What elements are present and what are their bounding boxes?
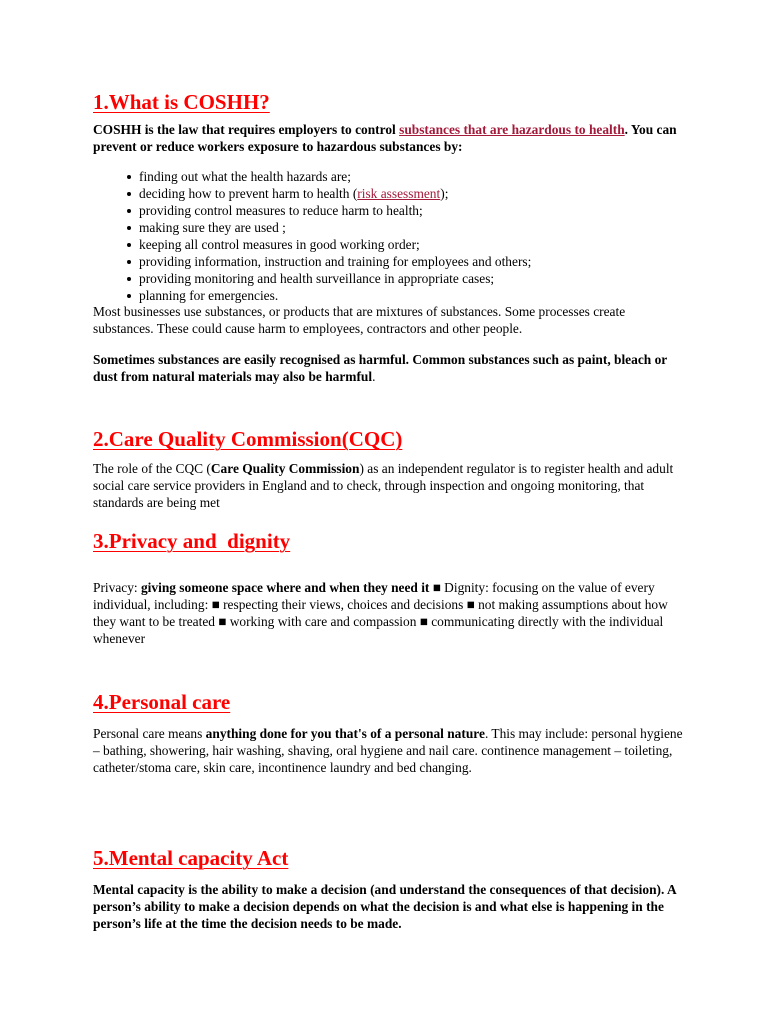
list-item <box>139 185 739 202</box>
privacy-text-b: ■ Dignity: focusing on the value of every individual, including: ■ respecting their views, choices and decisions ■ not making assumptions about how they want to be treated ■ working with care and compassion ■ communicating directly with the individual whenever <box>93 580 668 646</box>
hazardous-substances-link[interactable]: substances that are hazardous to health <box>399 122 625 137</box>
coshh-warning-end: . <box>372 369 376 384</box>
personal-care-text-b: . This may include: personal hygiene – bathing, showering, hair washing, shaving, oral hygiene and nail care. continence management – toileting, catheter/stoma care, skin care, incontinence laundry and bed changing. <box>93 726 683 775</box>
privacy-paragraph <box>93 579 683 647</box>
coshh-warning-bold: Sometimes substances are easily recognised as harmful. Common substances such as paint, bleach or dust from natural materials may also be harmful <box>93 352 667 384</box>
coshh-intro <box>93 121 683 155</box>
risk-assessment-link[interactable]: risk assessment <box>357 186 441 201</box>
coshh-paragraph: Most businesses use substances, or products that are mixtures of substances. Some processes create substances. These could cause harm to employees, contractors and other people. <box>93 304 626 336</box>
cqc-text-b: ) as an independent regulator is to register health and adult social care service providers in England and to check, through inspection and ongoing monitoring, that standards are being met <box>93 461 674 510</box>
coshh-intro-a: COSHH is the law that requires employers to control <box>93 122 400 137</box>
coshh-bullet-list <box>93 168 739 304</box>
privacy-text-bold: giving someone space where and when they need it <box>140 580 430 595</box>
list-item: making sure they are used ; <box>139 219 739 236</box>
list-item-text: deciding how to prevent harm to health ( <box>139 186 358 201</box>
list-item-text: ); <box>440 186 449 201</box>
personal-care-text-bold: anything done for you that's of a personal nature <box>205 726 485 741</box>
list-item: providing monitoring and health surveillance in appropriate cases; <box>139 270 739 287</box>
privacy-text-a: Privacy: <box>93 580 141 595</box>
list-item: finding out what the health hazards are; <box>139 168 739 185</box>
list-item: keeping all control measures in good working order; <box>139 236 739 253</box>
list-item: planning for emergencies. <box>139 287 739 304</box>
mental-capacity-paragraph: Mental capacity is the ability to make a decision (and understand the consequences of that decision). A person’s ability to make a decision depends on what the decision is and what else is happening in the person’s life at the time the decision needs to be made. <box>93 882 676 931</box>
personal-care-paragraph <box>93 725 683 776</box>
list-item: providing information, instruction and training for employees and others; <box>139 253 739 270</box>
list-item: providing control measures to reduce harm to health; <box>139 202 739 219</box>
cqc-text-bold: Care Quality Commission <box>210 461 360 476</box>
heading-cqc: 2.Care Quality Commission(CQC) <box>93 427 403 451</box>
heading-personal-care: 4.Personal care <box>93 690 231 714</box>
heading-mental-capacity: 5.Mental capacity Act <box>93 846 289 870</box>
coshh-intro-b: . You can prevent or reduce workers exposure to hazardous substances by: <box>93 122 677 154</box>
heading-privacy-dignity: 3.Privacy and dignity <box>93 529 291 553</box>
personal-care-text-a: Personal care means <box>93 726 206 741</box>
heading-coshh: 1.What is COSHH? <box>93 90 270 114</box>
cqc-paragraph <box>93 460 683 511</box>
cqc-text-a: The role of the CQC ( <box>93 461 211 476</box>
coshh-warning-paragraph <box>93 351 683 385</box>
